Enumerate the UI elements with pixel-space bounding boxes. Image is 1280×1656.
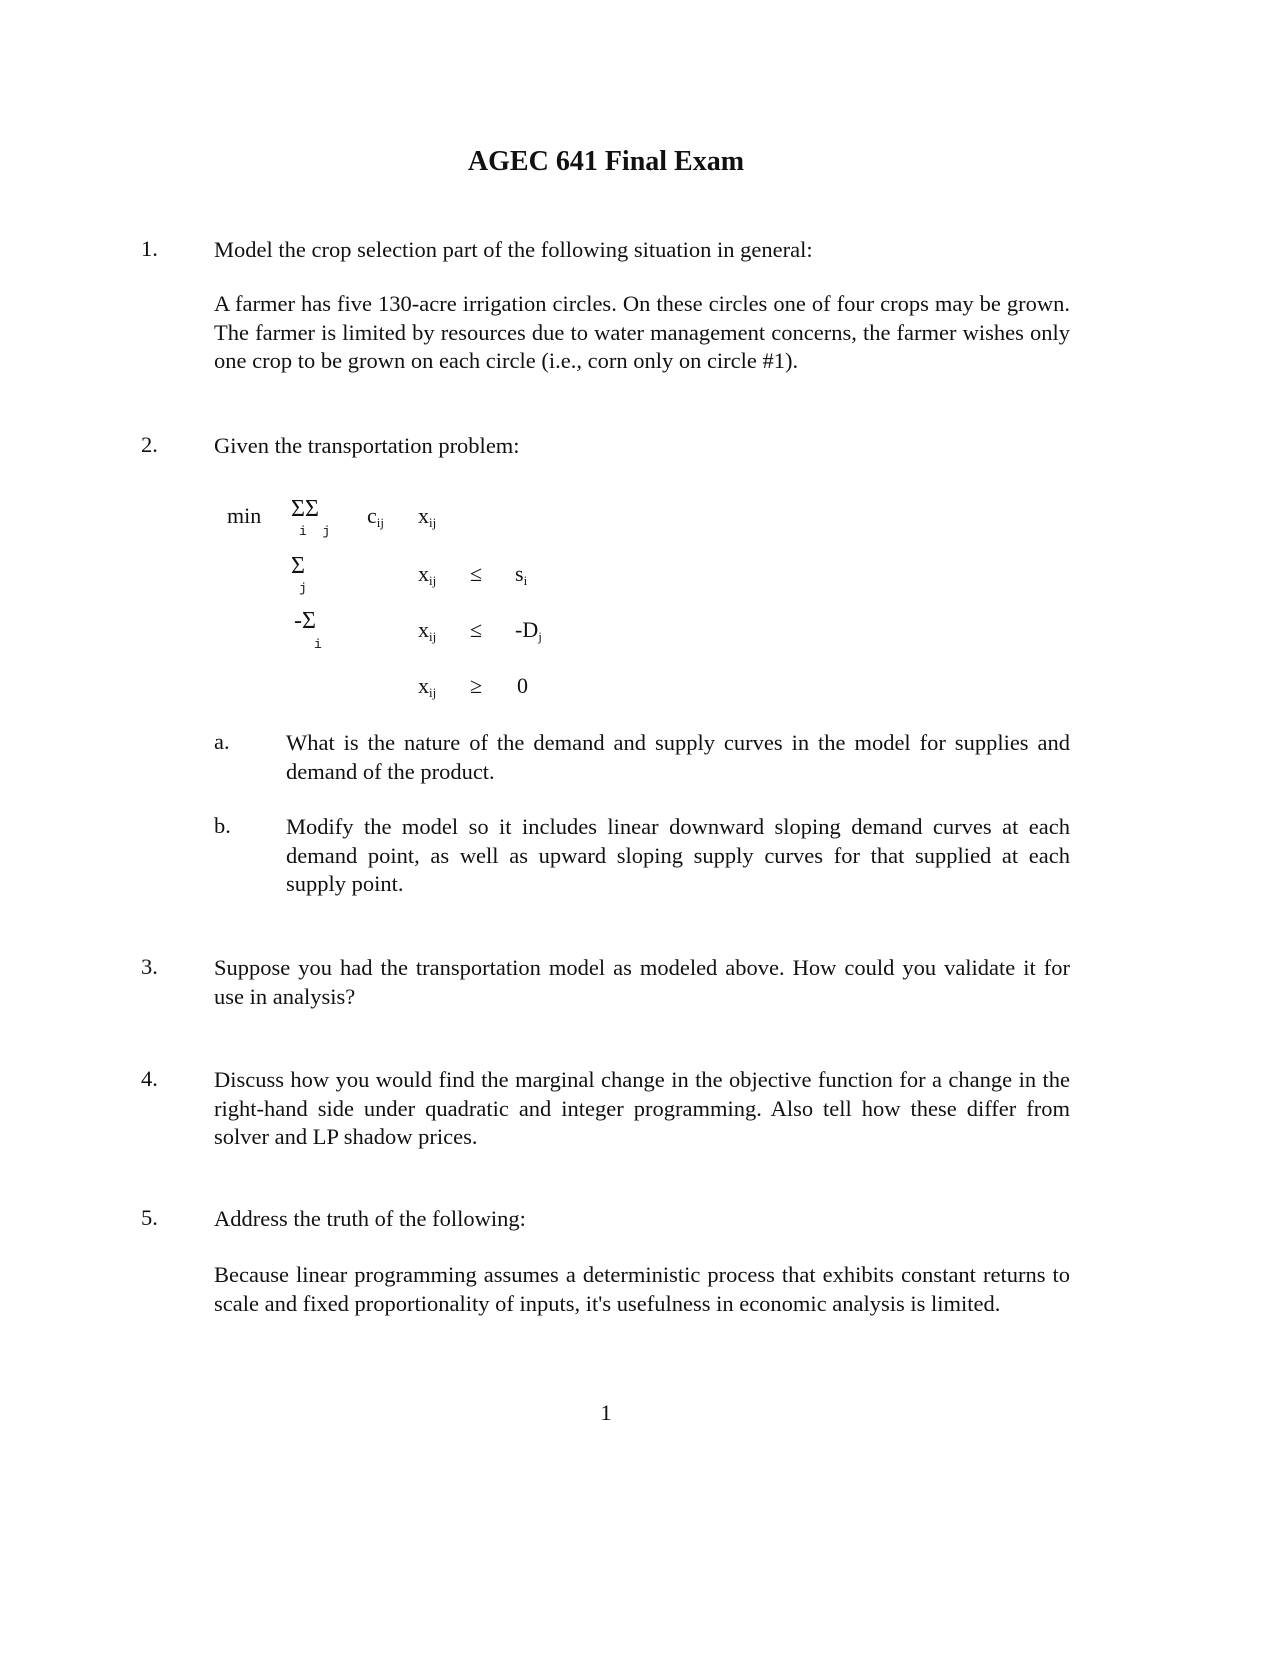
part-label: a. <box>214 729 230 754</box>
variable-x: $x_{ij}$ <box>418 673 437 700</box>
variable-x: $x_{ij}$ <box>418 561 437 588</box>
variable-x: $x_{ij}$ <box>418 503 437 530</box>
question-detail: A farmer has five 130-acre irrigation circles. On these circles one of four crops may be grown. The farmer is limited by resources due to water management concerns, the farmer wishes only one crop to be grown on each circle (i.e., corn only on circle #1). <box>214 291 1070 373</box>
variable-x: $x_{ij}$ <box>418 617 437 644</box>
question-detail: Because linear programming assumes a deterministic process that exhibits constant returns to scale and fixed proportionality of inputs, it's usefulness in economic analysis is limited. <box>214 1262 1070 1316</box>
question-number: 1. <box>141 236 158 261</box>
sum-j: Σ <box>291 553 305 579</box>
page-number: 1 <box>600 1400 612 1425</box>
part-text: What is the nature of the demand and supply curves in the model for supplies and demand of the product. <box>286 730 1070 784</box>
min-label: min <box>227 503 262 528</box>
part-label: b. <box>214 813 231 838</box>
le-sign: ≤ <box>470 617 483 642</box>
question-text: Discuss how you would find the marginal change in the objective function for a change in the right-hand side under quadratic and integer programming. Also tell how these differ from solver and LP shadow prices. <box>214 1067 1070 1149</box>
double-sum: ΣΣ <box>291 496 319 522</box>
question-text: Address the truth of the following: <box>214 1206 526 1231</box>
zero: 0 <box>517 673 528 698</box>
page-title: AGEC 641 Final Exam <box>467 146 745 177</box>
question-text: Suppose you had the transportation model as modeled above. How could you validate it for use in analysis? <box>214 955 1070 1009</box>
question-text: Model the crop selection part of the following situation in general: <box>214 237 813 262</box>
le-sign: ≤ <box>470 561 483 586</box>
sum-index: i <box>314 637 322 652</box>
question-number: 4. <box>141 1066 158 1091</box>
demand-d: $-D_j$ <box>515 617 542 644</box>
ge-sign: ≥ <box>470 673 483 698</box>
question-text: Given the transportation problem: <box>214 433 520 458</box>
sum-index: i j <box>299 524 331 539</box>
question-number: 3. <box>141 954 158 979</box>
part-text: Modify the model so it includes linear downward sloping demand curves at each demand point, as well as upward sloping supply curves for that supplied at each supply point. <box>286 814 1070 896</box>
question-number: 2. <box>141 432 158 457</box>
sum-index: j <box>299 581 307 596</box>
neg-sum-i: -Σ <box>294 608 316 634</box>
cost-coefficient: $c_{ij}$ <box>367 503 384 530</box>
supply-s: $s_i$ <box>515 561 528 588</box>
question-number: 5. <box>141 1205 158 1230</box>
